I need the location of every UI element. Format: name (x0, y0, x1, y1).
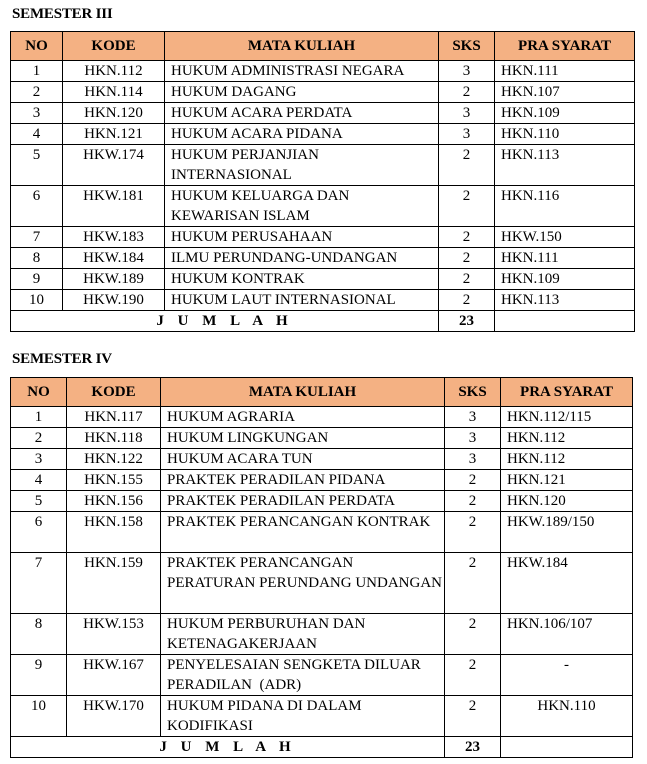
cell-mata-kuliah: HUKUM ACARA PERDATA (165, 103, 439, 124)
cell-pra-syarat: HKN.112 (501, 449, 633, 470)
cell-sks: 2 (439, 248, 495, 269)
cell-no: 4 (11, 124, 63, 145)
header-no: NO (11, 378, 67, 407)
cell-mata-kuliah: HUKUM PERUSAHAAN (165, 227, 439, 248)
cell-no: 5 (11, 145, 63, 186)
header-sks: SKS (439, 32, 495, 61)
table-row (11, 103, 635, 124)
header-kode: KODE (63, 32, 165, 61)
cell-pra-syarat: HKN.106/107 (501, 614, 633, 655)
table-row (11, 428, 633, 449)
cell-kode: HKN.159 (67, 553, 161, 614)
cell-kode: HKW.184 (63, 248, 165, 269)
cell-sks: 3 (445, 428, 501, 449)
total-row (11, 311, 635, 332)
cell-sks: 2 (439, 290, 495, 311)
cell-no: 7 (11, 553, 67, 614)
cell-no: 5 (11, 491, 67, 512)
cell-pra-syarat: HKW.150 (495, 227, 635, 248)
cell-pra-syarat: HKN.109 (495, 103, 635, 124)
cell-pra-syarat: HKW.184 (501, 553, 633, 614)
header-kode: KODE (67, 378, 161, 407)
cell-pra-syarat: HKN.111 (495, 248, 635, 269)
cell-no: 3 (11, 449, 67, 470)
cell-mata-kuliah: PRAKTEK PERADILAN PERDATA (161, 491, 445, 512)
cell-mata-kuliah: ILMU PERUNDANG-UNDANGAN (165, 248, 439, 269)
cell-pra-syarat: HKN.113 (495, 290, 635, 311)
table-row (11, 186, 635, 227)
cell-mata-kuliah: HUKUM ADMINISTRASI NEGARA (165, 61, 439, 82)
cell-sks: 2 (445, 655, 501, 696)
table-row (11, 82, 635, 103)
cell-no: 10 (11, 696, 67, 737)
cell-no: 9 (11, 655, 67, 696)
cell-mata-kuliah: PRAKTEK PERANCANGAN PERATURAN PERUNDANG UNDANGAN (161, 553, 445, 614)
cell-mata-kuliah: HUKUM PERBURUHAN DAN KETENAGAKERJAAN (161, 614, 445, 655)
cell-kode: HKW.183 (63, 227, 165, 248)
table-row (11, 696, 633, 737)
cell-mata-kuliah: HUKUM KELUARGA DAN KEWARISAN ISLAM (165, 186, 439, 227)
cell-pra-syarat: HKN.111 (495, 61, 635, 82)
table-row (11, 124, 635, 145)
table-header-row (11, 378, 633, 407)
cell-sks: 3 (439, 124, 495, 145)
semester-3-table (10, 31, 635, 332)
header-no: NO (11, 32, 63, 61)
table-row (11, 248, 635, 269)
cell-kode: HKW.190 (63, 290, 165, 311)
total-label: J U M L A H (11, 311, 439, 332)
cell-no: 6 (11, 186, 63, 227)
cell-no: 10 (11, 290, 63, 311)
cell-kode: HKN.155 (67, 470, 161, 491)
table-row (11, 614, 633, 655)
table-row (11, 512, 633, 553)
cell-mata-kuliah: PRAKTEK PERANCANGAN KONTRAK (161, 512, 445, 553)
cell-sks: 3 (439, 103, 495, 124)
table-row (11, 269, 635, 290)
cell-mata-kuliah: HUKUM PERJANJIAN INTERNASIONAL (165, 145, 439, 186)
cell-kode: HKN.118 (67, 428, 161, 449)
cell-sks: 2 (445, 491, 501, 512)
total-empty-cell (501, 737, 633, 758)
cell-sks: 3 (445, 449, 501, 470)
cell-kode: HKN.112 (63, 61, 165, 82)
cell-no: 8 (11, 248, 63, 269)
cell-pra-syarat: HKN.107 (495, 82, 635, 103)
cell-kode: HKW.167 (67, 655, 161, 696)
cell-sks: 2 (439, 145, 495, 186)
cell-kode: HKN.117 (67, 407, 161, 428)
cell-mata-kuliah: PENYELESAIAN SENGKETA DILUAR PERADILAN (ADR) (161, 655, 445, 696)
table-row (11, 449, 633, 470)
cell-no: 3 (11, 103, 63, 124)
table-row (11, 227, 635, 248)
cell-kode: HKW.170 (67, 696, 161, 737)
cell-pra-syarat: HKN.110 (495, 124, 635, 145)
cell-sks: 2 (439, 269, 495, 290)
cell-mata-kuliah: HUKUM PIDANA DI DALAM KODIFIKASI (161, 696, 445, 737)
cell-pra-syarat: - (501, 655, 633, 696)
cell-kode: HKW.189 (63, 269, 165, 290)
semester-3-title: SEMESTER III (12, 6, 113, 22)
table-row (11, 553, 633, 614)
cell-kode: HKN.122 (67, 449, 161, 470)
cell-kode: HKN.121 (63, 124, 165, 145)
cell-pra-syarat: HKN.112 (501, 428, 633, 449)
cell-kode: HKN.156 (67, 491, 161, 512)
total-label: J U M L A H (11, 737, 445, 758)
cell-no: 2 (11, 428, 67, 449)
cell-no: 2 (11, 82, 63, 103)
cell-mata-kuliah: HUKUM ACARA TUN (161, 449, 445, 470)
cell-pra-syarat: HKN.110 (501, 696, 633, 737)
table-row (11, 145, 635, 186)
cell-mata-kuliah: HUKUM LINGKUNGAN (161, 428, 445, 449)
cell-mata-kuliah: HUKUM ACARA PIDANA (165, 124, 439, 145)
cell-mata-kuliah: HUKUM LAUT INTERNASIONAL (165, 290, 439, 311)
table-row (11, 407, 633, 428)
cell-no: 1 (11, 407, 67, 428)
total-row (11, 737, 633, 758)
cell-no: 8 (11, 614, 67, 655)
header-pra-syarat: PRA SYARAT (495, 32, 635, 61)
total-empty-cell (495, 311, 635, 332)
cell-sks: 2 (445, 512, 501, 553)
header-sks: SKS (445, 378, 501, 407)
cell-sks: 2 (445, 614, 501, 655)
semester-4-title: SEMESTER IV (12, 351, 112, 367)
cell-no: 1 (11, 61, 63, 82)
header-mata-kuliah: MATA KULIAH (161, 378, 445, 407)
cell-no: 6 (11, 512, 67, 553)
cell-pra-syarat: HKN.112/115 (501, 407, 633, 428)
cell-kode: HKN.120 (63, 103, 165, 124)
total-sks: 23 (445, 737, 501, 758)
cell-no: 9 (11, 269, 63, 290)
cell-kode: HKW.174 (63, 145, 165, 186)
cell-mata-kuliah: HUKUM AGRARIA (161, 407, 445, 428)
cell-pra-syarat: HKN.116 (495, 186, 635, 227)
cell-sks: 2 (439, 82, 495, 103)
cell-pra-syarat: HKN.113 (495, 145, 635, 186)
cell-no: 4 (11, 470, 67, 491)
cell-kode: HKN.158 (67, 512, 161, 553)
table-header-row (11, 32, 635, 61)
cell-kode: HKN.114 (63, 82, 165, 103)
table-row (11, 290, 635, 311)
cell-mata-kuliah: HUKUM DAGANG (165, 82, 439, 103)
cell-sks: 2 (445, 470, 501, 491)
table-row (11, 470, 633, 491)
table-row (11, 491, 633, 512)
cell-sks: 2 (439, 186, 495, 227)
cell-pra-syarat: HKN.109 (495, 269, 635, 290)
cell-kode: HKW.181 (63, 186, 165, 227)
header-mata-kuliah: MATA KULIAH (165, 32, 439, 61)
cell-mata-kuliah: HUKUM KONTRAK (165, 269, 439, 290)
cell-kode: HKW.153 (67, 614, 161, 655)
cell-pra-syarat: HKW.189/150 (501, 512, 633, 553)
header-pra-syarat: PRA SYARAT (501, 378, 633, 407)
cell-sks: 3 (439, 61, 495, 82)
cell-pra-syarat: HKN.120 (501, 491, 633, 512)
semester-4-table (10, 377, 633, 758)
table-row (11, 655, 633, 696)
table-row (11, 61, 635, 82)
cell-pra-syarat: HKN.121 (501, 470, 633, 491)
cell-sks: 2 (445, 553, 501, 614)
cell-sks: 2 (439, 227, 495, 248)
cell-sks: 2 (445, 696, 501, 737)
cell-mata-kuliah: PRAKTEK PERADILAN PIDANA (161, 470, 445, 491)
total-sks: 23 (439, 311, 495, 332)
cell-no: 7 (11, 227, 63, 248)
cell-sks: 3 (445, 407, 501, 428)
